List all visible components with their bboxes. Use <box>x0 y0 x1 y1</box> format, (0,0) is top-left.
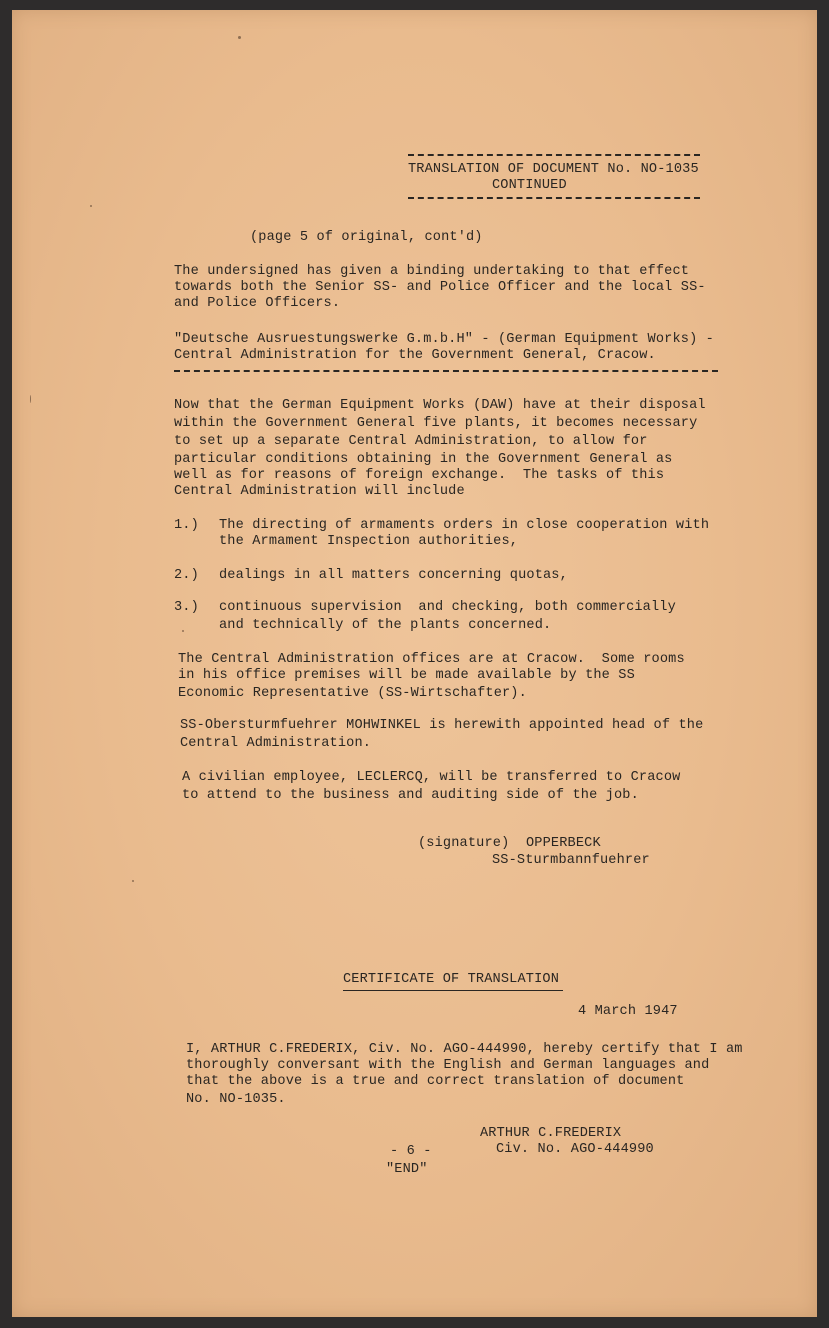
header-rule-top <box>408 154 700 156</box>
end-mark: "END" <box>386 1162 428 1177</box>
paragraph-line: Central Administration will include <box>174 484 465 499</box>
certificate-title-underline <box>343 990 563 991</box>
page-note: (page 5 of original, cont'd) <box>250 230 483 245</box>
paragraph-line: Economic Representative (SS-Wirtschafter). <box>178 686 527 701</box>
task-number: 3.) <box>174 600 199 615</box>
paragraph-line: well as for reasons of foreign exchange. The tasks of this <box>174 468 665 483</box>
paragraph-line: to attend to the business and auditing side of the job. <box>182 788 639 803</box>
company-line: Central Administration for the Government General, Cracow. <box>174 348 656 363</box>
certificate-line: that the above is a true and correct translation of document <box>186 1074 685 1089</box>
task-number: 1.) <box>174 518 199 533</box>
document-page <box>12 10 817 1317</box>
paragraph-line: towards both the Senior SS- and Police Officer and the local SS- <box>174 280 706 295</box>
paragraph-line: Now that the German Equipment Works (DAW) have at their disposal <box>174 398 706 413</box>
header-continued: CONTINUED <box>492 178 567 193</box>
certificate-line: thoroughly conversant with the English and German languages and <box>186 1058 710 1073</box>
page-number: - 6 - <box>390 1144 432 1159</box>
certificate-title: CERTIFICATE OF TRANSLATION <box>343 972 559 987</box>
paragraph-line: within the Government General five plants, it becomes necessary <box>174 416 698 431</box>
translator-name: ARTHUR C.FREDERIX <box>480 1126 622 1141</box>
paragraph-line: Central Administration. <box>180 736 372 751</box>
signature-rank: SS-Sturmbannfuehrer <box>492 853 650 868</box>
task-number: 2.) <box>174 568 199 583</box>
task-line: and technically of the plants concerned. <box>219 618 552 633</box>
paragraph-line: The undersigned has given a binding undertaking to that effect <box>174 264 690 279</box>
task-line: the Armament Inspection authorities, <box>219 534 519 549</box>
company-line: "Deutsche Ausruestungswerke G.m.b.H" - (German Equipment Works) - <box>174 332 714 347</box>
paragraph-line: SS-Obersturmfuehrer MOHWINKEL is herewith appointed head of the <box>180 718 704 733</box>
certificate-line: I, ARTHUR C.FREDERIX, Civ. No. AGO-444990, hereby certify that I am <box>186 1042 743 1057</box>
paragraph-line: A civilian employee, LECLERCQ, will be transferred to Cracow <box>182 770 681 785</box>
task-line: continuous supervision and checking, both commercially <box>219 600 676 615</box>
signature-name: (signature) OPPERBECK <box>418 836 601 851</box>
section-divider <box>174 370 718 372</box>
translator-civ-number: Civ. No. AGO-444990 <box>496 1142 654 1157</box>
paragraph-line: The Central Administration offices are at Cracow. Some rooms <box>178 652 685 667</box>
task-line: The directing of armaments orders in close cooperation with <box>219 518 710 533</box>
paragraph-line: particular conditions obtaining in the Government General as <box>174 452 673 467</box>
certificate-line: No. NO-1035. <box>186 1092 286 1107</box>
paragraph-line: and Police Officers. <box>174 296 341 311</box>
certificate-date: 4 March 1947 <box>578 1004 678 1019</box>
header-rule-bottom <box>408 197 700 199</box>
header-title: TRANSLATION OF DOCUMENT No. NO-1035 <box>408 162 699 177</box>
paragraph-line: in his office premises will be made available by the SS <box>178 668 635 683</box>
task-line: dealings in all matters concerning quotas, <box>219 568 568 583</box>
paragraph-line: to set up a separate Central Administration, to allow for <box>174 434 648 449</box>
